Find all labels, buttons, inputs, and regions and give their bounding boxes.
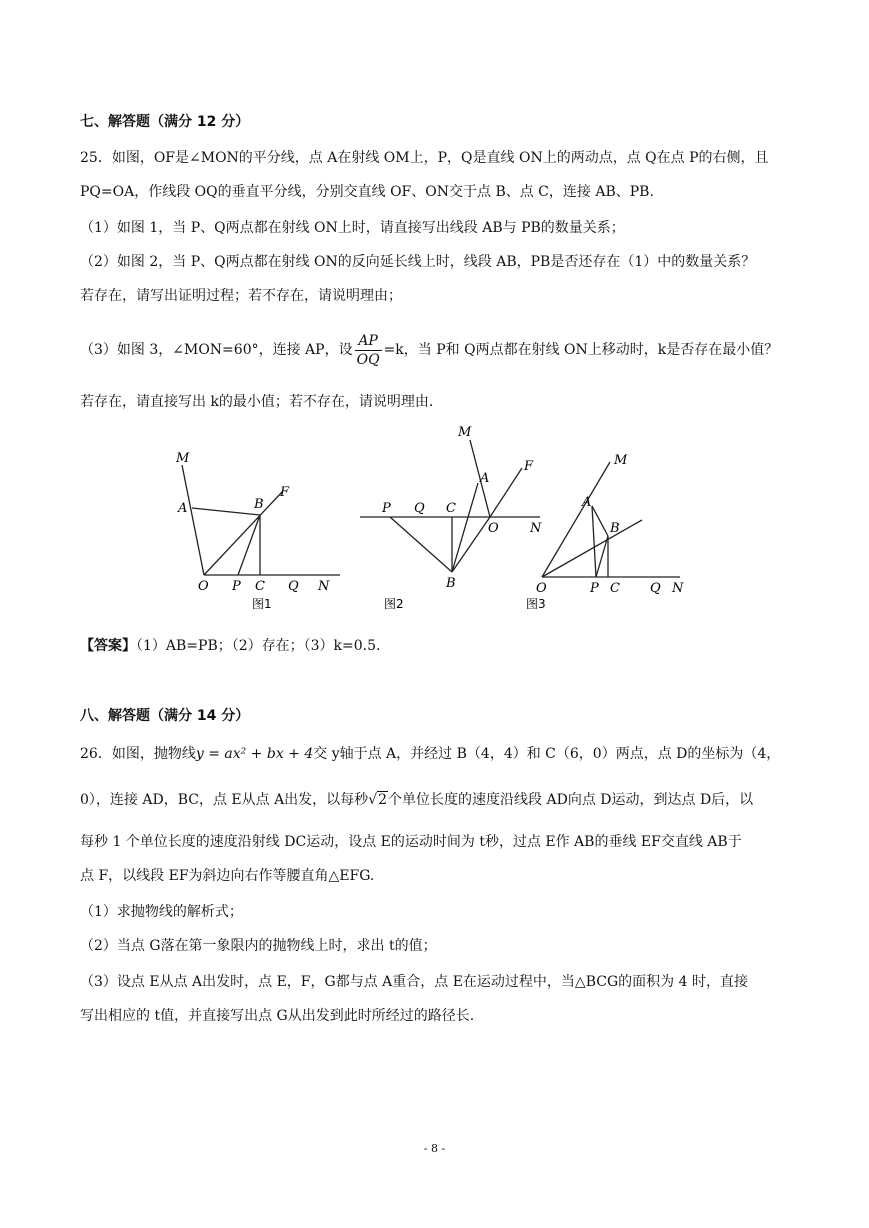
fig1-label-n: N xyxy=(318,579,330,594)
fig1-caption: 图1 xyxy=(252,597,272,611)
fig2-label-p: P xyxy=(382,501,391,516)
q26-part3a: （3）设点 E从点 A出发时，点 E，F，G都与点 A重合，点 E在运动过程中，当△BCG的面积为 4 时，直接 xyxy=(80,974,748,990)
geometry-figures xyxy=(160,420,700,620)
fig3-label-m: M xyxy=(614,453,628,468)
ratio-fraction xyxy=(355,332,382,369)
fig1-ray-om xyxy=(182,465,204,575)
q25-part1: （1）如图 1，当 P、Q两点都在射线 ON上时，请直接写出线段 AB与 PB的数量关系； xyxy=(80,220,625,236)
fig3-ray-of xyxy=(542,520,642,577)
fig2-label-q: Q xyxy=(414,501,425,516)
fig3-label-n: N xyxy=(672,581,684,596)
q25-answer xyxy=(80,636,792,656)
fig1-label-p: P xyxy=(232,579,241,594)
fig1-label-o: O xyxy=(198,579,209,594)
fig2-label-a: A xyxy=(480,471,490,486)
fig3-label-q: Q xyxy=(650,581,661,596)
fig3-label-p: P xyxy=(590,581,599,596)
fig2-label-c: C xyxy=(446,501,456,516)
fig2-ray-of xyxy=(490,468,522,517)
fig2-caption: 图2 xyxy=(384,597,404,611)
figures-svg xyxy=(160,420,700,620)
sqrt-radicand: 2 xyxy=(378,792,388,808)
q25-part2a: （2）如图 2，当 P、Q两点都在射线 ON的反向延长线上时，线段 AB，PB是否还存在（1）中的数量关系？ xyxy=(80,254,756,270)
answer-mark: 【答案】 xyxy=(80,638,136,654)
q25-part3-pre: （3）如图 3，∠MON=60°，连接 AP，设 xyxy=(80,342,353,358)
fig3-label-b: B xyxy=(610,521,620,536)
fig3-label-o: O xyxy=(536,581,547,596)
q26-line2-pre: 0），连接 AD，BC，点 E从点 A出发，以每秒 xyxy=(80,792,369,808)
fig2-line-ob xyxy=(452,517,490,572)
q25-part3b: 若存在，请直接写出 k的最小值；若不存在，请说明理由. xyxy=(80,394,434,410)
fig1-label-f: F xyxy=(280,485,290,500)
fig1-label-b: B xyxy=(254,497,264,512)
fig3-caption: 图3 xyxy=(526,597,546,611)
section8-heading: 八、解答题（满分 14 分） xyxy=(80,708,250,724)
q26-pre: 26．如图，抛物线 xyxy=(80,746,196,762)
figure-1 xyxy=(182,465,340,575)
fig1-label-c: C xyxy=(255,579,265,594)
q25-line2: PQ=OA，作线段 OQ的垂直平分线，分别交直线 OF、ON交于点 B、点 C，连接 AB、PB. xyxy=(80,184,654,200)
q26-part1: （1）求抛物线的解析式； xyxy=(80,904,243,920)
fig2-label-m: M xyxy=(458,425,472,440)
q26-line2-post: 个单位长度的速度沿线段 AD向点 D运动，到达点 D后，以 xyxy=(388,792,754,808)
q26-line3: 每秒 1 个单位长度的速度沿射线 DC运动，设点 E的运动时间为 t秒，过点 E作 AB的垂线 EF交直线 AB于 xyxy=(80,834,742,850)
fig3-segment-ap xyxy=(592,506,596,577)
fig2-label-o: O xyxy=(488,521,499,536)
fig2-segment-ab xyxy=(452,483,478,572)
fig1-label-a: A xyxy=(178,501,188,516)
page-number: - 8 - xyxy=(423,1142,446,1155)
fraction-numerator: AP xyxy=(355,332,382,351)
parabola-formula: y = ax² + bx + 4 xyxy=(195,746,314,762)
q26-part2: （2）当点 G落在第一象限内的抛物线上时，求出 t的值； xyxy=(80,938,437,954)
fig2-label-b: B xyxy=(446,576,456,591)
fig1-label-m: M xyxy=(176,451,190,466)
q25-part3-post: =k，当 P和 Q两点都在射线 ON上移动时，k是否存在最小值？ xyxy=(383,342,779,358)
section7-heading: 七、解答题（满分 12 分） xyxy=(80,114,250,130)
fig3-segment-ab xyxy=(592,506,608,536)
q25-line1: 25．如图，OF是∠MON的平分线，点 A在射线 OM上，P，Q是直线 ON上的两动点，点 Q在点 P的右侧，且 xyxy=(80,150,769,166)
fig1-segment-ab xyxy=(192,508,260,515)
q25-part3 xyxy=(80,330,792,370)
q25-part2b: 若存在，请写出证明过程；若不存在，请说明理由； xyxy=(80,288,402,304)
answer-text: （1）AB=PB；（2）存在；（3）k=0.5. xyxy=(136,638,381,654)
q26-line1 xyxy=(80,744,792,764)
fig3-label-c: C xyxy=(610,581,620,596)
fig3-label-a: A xyxy=(582,495,592,510)
figure-3 xyxy=(542,462,680,577)
q26-line4: 点 F，以线段 EF为斜边向右作等腰直角△EFG. xyxy=(80,868,375,884)
fig2-label-n: N xyxy=(530,521,542,536)
sqrt-expression: √2 xyxy=(368,792,388,808)
fig1-label-q: Q xyxy=(288,579,299,594)
q26-post: 交 y轴于点 A，并经过 B（4，4）和 C（6，0）两点，点 D的坐标为（4， xyxy=(313,746,781,762)
fig1-segment-bp xyxy=(238,515,260,575)
fig2-segment-pb xyxy=(390,517,452,572)
fraction-denominator: OQ xyxy=(356,351,380,368)
q26-part3b: 写出相应的 t值，并直接写出点 G从出发到此时所经过的路径长. xyxy=(80,1008,475,1024)
q26-line2 xyxy=(80,790,792,810)
fig2-label-f: F xyxy=(524,459,534,474)
